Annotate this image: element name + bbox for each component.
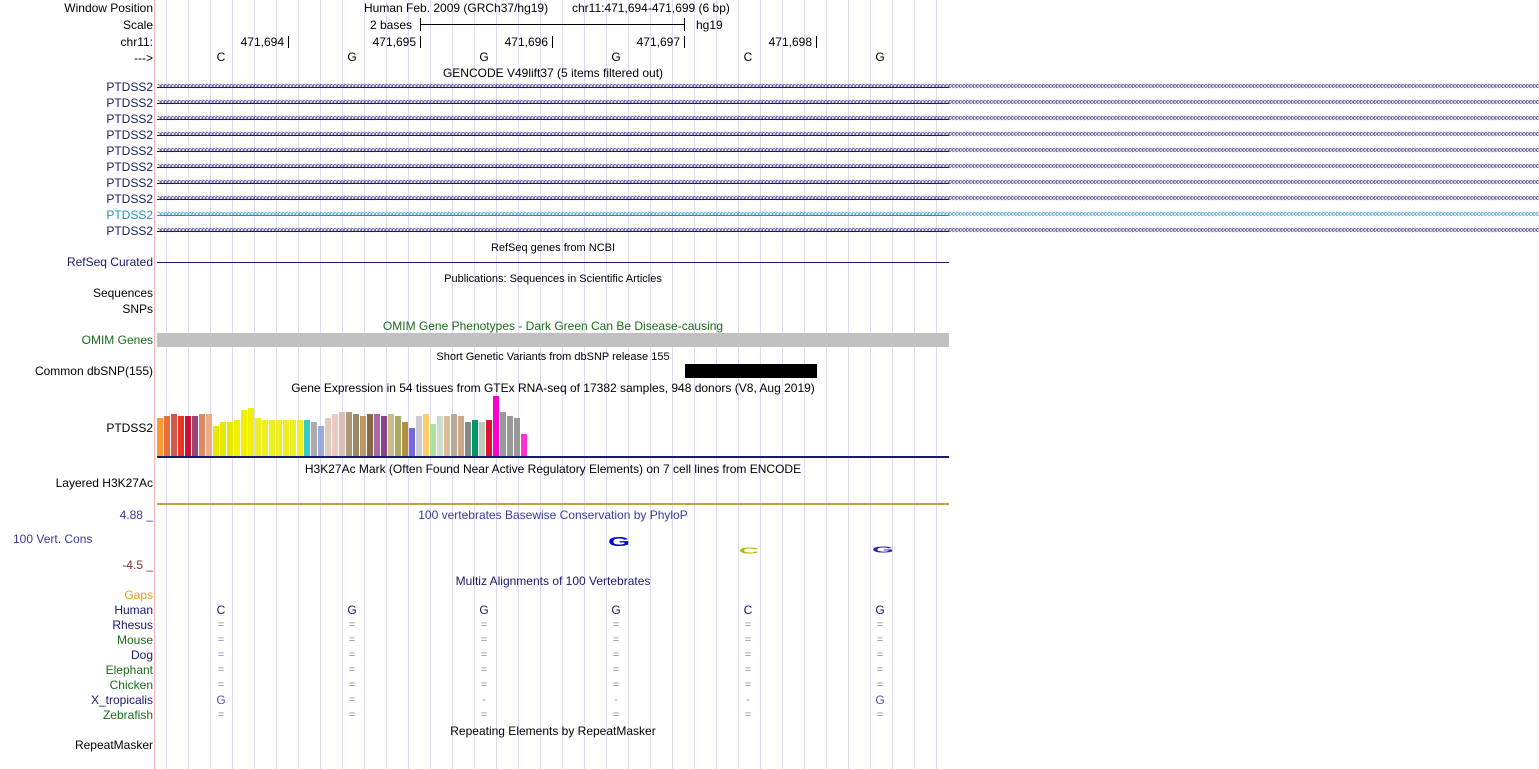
gtex-tissue-bar[interactable] <box>458 416 464 456</box>
species-label-dog[interactable]: Dog <box>130 648 153 662</box>
strand-arrows: >>>>>>>>>>>>>>>>>>>>>>>>>>>>>>>>>>>>>>>>>>>>>>>>>>>>>>>>>>>>>>>>>>>>>>>>>>>>>>>>>>>>>>>>>>>>>>>>>>>>>>>>>>>>>>>>>>>>>>>>>>>>>>>>>>>>>>>>>>>>>>>>>>>>>>>>>>>>>>>>>>>>>>>>>>>>>>>>>>>>>>>>>>>>>>>>>>>>>>>>>>>>>>>>>>>>>>>>>>>>>>>>>>>>>>>>>>>>>>>>>>>>>>>>>>>>>>>>>>>>>>>>>>>>>>>>>>>>>>>>>>>>>>>>>>>>>>>>>>>>>>>>>>>>>>>>>>>>>>>>>>>>>>>>>>>>>>>>>>>>>>>>>>>>>>>>>>>>>>>>>>>>>>>>>>>>>>>>>>>>>>>>>>>>>>>>>>>>>>>> <box>157 97 1539 107</box>
omim-genes-label[interactable]: OMIM Genes <box>81 333 153 347</box>
gtex-tissue-bar[interactable] <box>290 420 296 456</box>
gtex-tissue-bar[interactable] <box>262 420 268 456</box>
cons-track-title: 100 vertebrates Basewise Conservation by PhyloP <box>418 508 688 522</box>
gtex-tissue-bar[interactable] <box>325 418 331 456</box>
alignment-cell: = <box>348 634 356 646</box>
coordinate-tick <box>684 36 685 48</box>
gtex-tissue-bar[interactable] <box>381 416 387 456</box>
gencode-transcript-label[interactable]: PTDSS2 <box>106 160 153 174</box>
alignment-cell: = <box>876 664 884 676</box>
gtex-tissue-bar[interactable] <box>437 416 443 456</box>
base-letter: G <box>611 50 621 64</box>
species-label-x-tropicalis[interactable]: X_tropicalis <box>90 693 153 707</box>
gtex-tissue-bar[interactable] <box>199 414 205 456</box>
gtex-tissue-bar[interactable] <box>220 422 226 456</box>
alignment-cell: = <box>876 619 884 631</box>
gtex-tissue-bar[interactable] <box>255 418 261 456</box>
alignment-cell: = <box>744 649 752 661</box>
gencode-transcript-feature[interactable] <box>157 129 1539 141</box>
refseq-curated-label[interactable]: RefSeq Curated <box>66 255 153 269</box>
coordinate-tick <box>816 36 817 48</box>
dbsnp-variant-block[interactable] <box>685 364 817 378</box>
coordinate-label: 471,698 <box>768 35 812 49</box>
gtex-tissue-bar[interactable] <box>444 416 450 456</box>
species-label-elephant[interactable]: Elephant <box>105 663 153 677</box>
alignment-cell: = <box>217 709 225 721</box>
gtex-tissue-bar[interactable] <box>409 428 415 456</box>
gtex-tissue-bar[interactable] <box>367 414 373 456</box>
strand-arrows: >>>>>>>>>>>>>>>>>>>>>>>>>>>>>>>>>>>>>>>>>>>>>>>>>>>>>>>>>>>>>>>>>>>>>>>>>>>>>>>>>>>>>>>>>>>>>>>>>>>>>>>>>>>>>>>>>>>>>>>>>>>>>>>>>>>>>>>>>>>>>>>>>>>>>>>>>>>>>>>>>>>>>>>>>>>>>>>>>>>>>>>>>>>>>>>>>>>>>>>>>>>>>>>>>>>>>>>>>>>>>>>>>>>>>>>>>>>>>>>>>>>>>>>>>>>>>>>>>>>>>>>>>>>>>>>>>>>>>>>>>>>>>>>>>>>>>>>>>>>>>>>>>>>>>>>>>>>>>>>>>>>>>>>>>>>>>>>>>>>>>>>>>>>>>>>>>>>>>>>>>>>>>>>>>>>>>>>>>>>>>>>>>>>>>>>>>>>>>>>> <box>157 225 1539 235</box>
cons-logo-letter-2: C <box>738 546 760 556</box>
scale-label: Scale <box>122 18 153 32</box>
gtex-tissue-bar[interactable] <box>451 414 457 456</box>
alignment-cell: - <box>482 694 486 706</box>
alignment-cell: = <box>876 634 884 646</box>
cons-logo-letter-3: G <box>872 545 894 555</box>
multiz-track-title: Multiz Alignments of 100 Vertebrates <box>455 574 651 588</box>
chrom-label: chr11: <box>120 35 153 49</box>
species-label-human[interactable]: Human <box>114 603 153 617</box>
alignment-cell: = <box>348 694 356 706</box>
gtex-tissue-bar[interactable] <box>430 424 436 456</box>
alignment-cell: = <box>480 664 488 676</box>
omim-track-title: OMIM Gene Phenotypes - Dark Green Can Be Disease-causing <box>382 319 724 333</box>
gtex-track-title: Gene Expression in 54 tissues from GTEx RNA-seq of 17382 samples, 948 donors (V8, Aug 2019) <box>291 381 815 395</box>
alignment-cell: = <box>480 634 488 646</box>
alignment-cell: = <box>744 709 752 721</box>
gencode-transcript-feature[interactable] <box>157 97 1539 109</box>
alignment-cell: = <box>612 649 620 661</box>
alignment-cell: = <box>876 709 884 721</box>
alignment-cell: C <box>743 603 753 617</box>
gtex-tissue-bar[interactable] <box>402 422 408 456</box>
alignment-cell: = <box>612 679 620 691</box>
gencode-transcript-feature[interactable] <box>157 225 1539 237</box>
strand-arrows: >>>>>>>>>>>>>>>>>>>>>>>>>>>>>>>>>>>>>>>>>>>>>>>>>>>>>>>>>>>>>>>>>>>>>>>>>>>>>>>>>>>>>>>>>>>>>>>>>>>>>>>>>>>>>>>>>>>>>>>>>>>>>>>>>>>>>>>>>>>>>>>>>>>>>>>>>>>>>>>>>>>>>>>>>>>>>>>>>>>>>>>>>>>>>>>>>>>>>>>>>>>>>>>>>>>>>>>>>>>>>>>>>>>>>>>>>>>>>>>>>>>>>>>>>>>>>>>>>>>>>>>>>>>>>>>>>>>>>>>>>>>>>>>>>>>>>>>>>>>>>>>>>>>>>>>>>>>>>>>>>>>>>>>>>>>>>>>>>>>>>>>>>>>>>>>>>>>>>>>>>>>>>>>>>>>>>>>>>>>>>>>>>>>>>>>>>>>>>>>> <box>157 129 1539 139</box>
gtex-tissue-bar[interactable] <box>374 414 380 456</box>
alignment-cell: = <box>612 709 620 721</box>
alignment-cell: = <box>348 709 356 721</box>
base-letter: G <box>875 50 885 64</box>
gtex-tissue-bar[interactable] <box>311 422 317 456</box>
alignment-cell: = <box>744 619 752 631</box>
refseq-track-title: RefSeq genes from NCBI <box>490 242 616 254</box>
gtex-tissue-bar[interactable] <box>486 420 492 456</box>
cons-ymax-label: 4.88 _ <box>119 508 153 522</box>
gtex-tissue-bar[interactable] <box>472 420 478 456</box>
alignment-cell: = <box>480 709 488 721</box>
strand-label: ---> <box>134 51 153 65</box>
gtex-tissue-bar[interactable] <box>269 420 275 456</box>
gencode-transcript-feature[interactable] <box>157 177 1539 189</box>
alignment-cell: = <box>876 679 884 691</box>
gtex-tissue-bar[interactable] <box>241 410 247 456</box>
gtex-tissue-bar[interactable] <box>276 420 282 456</box>
alignment-cell: G <box>875 693 885 707</box>
gtex-tissue-bar[interactable] <box>521 434 527 456</box>
gtex-tissue-bar[interactable] <box>332 414 338 456</box>
gtex-tissue-bar[interactable] <box>360 416 366 456</box>
coordinate-label: 471,694 <box>240 35 284 49</box>
coordinate-tick <box>288 36 289 48</box>
gtex-tissue-bar[interactable] <box>192 416 198 456</box>
scale-bar-left-tick <box>420 18 421 31</box>
alignment-cell: G <box>611 603 621 617</box>
base-letter: C <box>743 50 753 64</box>
gencode-transcript-label[interactable]: PTDSS2 <box>106 96 153 110</box>
base-letter: C <box>216 50 226 64</box>
gencode-transcript-label[interactable]: PTDSS2 <box>106 112 153 126</box>
species-label-rhesus[interactable]: Rhesus <box>112 618 153 632</box>
gtex-tissue-bar[interactable] <box>304 420 310 456</box>
gencode-transcript-feature[interactable] <box>157 193 1539 205</box>
gtex-tissue-bar[interactable] <box>234 420 240 456</box>
cons-logo-letter-1: G <box>608 534 630 549</box>
gtex-tissue-bar[interactable] <box>318 426 324 456</box>
gtex-tissue-bar[interactable] <box>185 416 191 456</box>
gtex-tissue-bar[interactable] <box>465 422 471 456</box>
position-readout: chr11:471,694-471,699 (6 bp) <box>572 1 730 15</box>
gencode-transcript-label[interactable]: PTDSS2 <box>106 192 153 206</box>
alignment-cell: C <box>216 603 226 617</box>
scale-bar <box>420 24 685 25</box>
gtex-tissue-bar[interactable] <box>171 414 177 456</box>
layered-h3k27ac-label[interactable]: Layered H3K27Ac <box>55 476 153 490</box>
alignment-cell: = <box>744 634 752 646</box>
vert-cons-label[interactable]: 100 Vert. Cons <box>13 532 93 546</box>
strand-arrows: >>>>>>>>>>>>>>>>>>>>>>>>>>>>>>>>>>>>>>>>>>>>>>>>>>>>>>>>>>>>>>>>>>>>>>>>>>>>>>>>>>>>>>>>>>>>>>>>>>>>>>>>>>>>>>>>>>>>>>>>>>>>>>>>>>>>>>>>>>>>>>>>>>>>>>>>>>>>>>>>>>>>>>>>>>>>>>>>>>>>>>>>>>>>>>>>>>>>>>>>>>>>>>>>>>>>>>>>>>>>>>>>>>>>>>>>>>>>>>>>>>>>>>>>>>>>>>>>>>>>>>>>>>>>>>>>>>>>>>>>>>>>>>>>>>>>>>>>>>>>>>>>>>>>>>>>>>>>>>>>>>>>>>>>>>>>>>>>>>>>>>>>>>>>>>>>>>>>>>>>>>>>>>>>>>>>>>>>>>>>>>>>>>>>>>>>>>>>>>>> <box>157 81 1539 91</box>
repeatmasker-label[interactable]: RepeatMasker <box>74 738 153 752</box>
coordinate-tick <box>552 36 553 48</box>
alignment-cell: = <box>348 679 356 691</box>
scale-bar-right-tick <box>684 18 685 31</box>
alignment-cell: = <box>612 664 620 676</box>
alignment-cell: G <box>347 603 357 617</box>
alignment-cell: = <box>217 634 225 646</box>
alignment-cell: = <box>217 649 225 661</box>
gencode-transcript-feature[interactable] <box>157 81 1539 93</box>
gencode-transcript-label[interactable]: PTDSS2 <box>106 80 153 94</box>
alignment-cell: = <box>876 649 884 661</box>
gtex-tissue-bar[interactable] <box>178 416 184 456</box>
base-letter: G <box>479 50 489 64</box>
gtex-tissue-bar[interactable] <box>493 396 499 456</box>
gencode-transcript-label[interactable]: PTDSS2 <box>106 128 153 142</box>
gtex-tissue-bar[interactable] <box>157 418 163 456</box>
gtex-tissue-bar[interactable] <box>388 414 394 456</box>
gtex-tissue-bar[interactable] <box>283 420 289 456</box>
species-label-mouse[interactable]: Mouse <box>116 633 153 647</box>
assembly-title: Human Feb. 2009 (GRCh37/hg19) <box>364 1 549 15</box>
alignment-cell: = <box>480 679 488 691</box>
species-label-zebrafish[interactable]: Zebrafish <box>102 708 153 722</box>
gencode-transcript-feature[interactable] <box>157 145 1539 157</box>
gtex-tissue-bar[interactable] <box>514 418 520 456</box>
coordinate-label: 471,695 <box>372 35 416 49</box>
gtex-tissue-bar[interactable] <box>339 412 345 456</box>
alignment-cell: = <box>744 664 752 676</box>
cons-ymin-label: -4.5 _ <box>122 558 153 572</box>
gencode-track-title: GENCODE V49lift37 (5 items filtered out) <box>442 66 664 80</box>
gencode-transcript-label[interactable]: PTDSS2 <box>106 208 153 222</box>
gtex-tissue-bar[interactable] <box>346 412 352 456</box>
strand-arrows: >>>>>>>>>>>>>>>>>>>>>>>>>>>>>>>>>>>>>>>>>>>>>>>>>>>>>>>>>>>>>>>>>>>>>>>>>>>>>>>>>>>>>>>>>>>>>>>>>>>>>>>>>>>>>>>>>>>>>>>>>>>>>>>>>>>>>>>>>>>>>>>>>>>>>>>>>>>>>>>>>>>>>>>>>>>>>>>>>>>>>>>>>>>>>>>>>>>>>>>>>>>>>>>>>>>>>>>>>>>>>>>>>>>>>>>>>>>>>>>>>>>>>>>>>>>>>>>>>>>>>>>>>>>>>>>>>>>>>>>>>>>>>>>>>>>>>>>>>>>>>>>>>>>>>>>>>>>>>>>>>>>>>>>>>>>>>>>>>>>>>>>>>>>>>>>>>>>>>>>>>>>>>>>>>>>>>>>>>>>>>>>>>>>>>>>>>>>>>>>> <box>157 161 1539 171</box>
gtex-gene-label[interactable]: PTDSS2 <box>106 421 153 435</box>
alignment-cell: = <box>612 634 620 646</box>
gencode-transcript-label[interactable]: PTDSS2 <box>106 176 153 190</box>
alignment-cell: = <box>480 649 488 661</box>
gtex-tissue-bar[interactable] <box>353 414 359 456</box>
gtex-tissue-bar[interactable] <box>507 416 513 456</box>
gencode-transcript-feature[interactable] <box>157 113 1539 125</box>
gtex-tissue-bar[interactable] <box>206 414 212 456</box>
coordinate-label: 471,696 <box>504 35 548 49</box>
alignment-cell: = <box>348 649 356 661</box>
gtex-bar-chart[interactable] <box>157 394 557 456</box>
gtex-gene-model-line <box>157 456 949 458</box>
alignment-cell: = <box>217 679 225 691</box>
gtex-tissue-bar[interactable] <box>423 414 429 456</box>
alignment-cell: = <box>744 679 752 691</box>
gencode-transcript-label[interactable]: PTDSS2 <box>106 224 153 238</box>
strand-arrows: >>>>>>>>>>>>>>>>>>>>>>>>>>>>>>>>>>>>>>>>>>>>>>>>>>>>>>>>>>>>>>>>>>>>>>>>>>>>>>>>>>>>>>>>>>>>>>>>>>>>>>>>>>>>>>>>>>>>>>>>>>>>>>>>>>>>>>>>>>>>>>>>>>>>>>>>>>>>>>>>>>>>>>>>>>>>>>>>>>>>>>>>>>>>>>>>>>>>>>>>>>>>>>>>>>>>>>>>>>>>>>>>>>>>>>>>>>>>>>>>>>>>>>>>>>>>>>>>>>>>>>>>>>>>>>>>>>>>>>>>>>>>>>>>>>>>>>>>>>>>>>>>>>>>>>>>>>>>>>>>>>>>>>>>>>>>>>>>>>>>>>>>>>>>>>>>>>>>>>>>>>>>>>>>>>>>>>>>>>>>>>>>>>>>>>>>>>>>>>>> <box>157 113 1539 123</box>
repeatmasker-track-title: Repeating Elements by RepeatMasker <box>450 724 656 738</box>
scale-text: 2 bases <box>370 18 413 32</box>
alignment-cell: = <box>348 619 356 631</box>
gencode-transcript-label[interactable]: PTDSS2 <box>106 144 153 158</box>
snps-label[interactable]: SNPs <box>122 302 153 316</box>
alignment-cell: G <box>216 693 226 707</box>
h3k27ac-signal-line[interactable] <box>157 503 949 505</box>
alignment-cell: = <box>217 619 225 631</box>
gtex-tissue-bar[interactable] <box>164 416 170 456</box>
gtex-tissue-bar[interactable] <box>248 408 254 456</box>
strand-arrows: >>>>>>>>>>>>>>>>>>>>>>>>>>>>>>>>>>>>>>>>>>>>>>>>>>>>>>>>>>>>>>>>>>>>>>>>>>>>>>>>>>>>>>>>>>>>>>>>>>>>>>>>>>>>>>>>>>>>>>>>>>>>>>>>>>>>>>>>>>>>>>>>>>>>>>>>>>>>>>>>>>>>>>>>>>>>>>>>>>>>>>>>>>>>>>>>>>>>>>>>>>>>>>>>>>>>>>>>>>>>>>>>>>>>>>>>>>>>>>>>>>>>>>>>>>>>>>>>>>>>>>>>>>>>>>>>>>>>>>>>>>>>>>>>>>>>>>>>>>>>>>>>>>>>>>>>>>>>>>>>>>>>>>>>>>>>>>>>>>>>>>>>>>>>>>>>>>>>>>>>>>>>>>>>>>>>>>>>>>>>>>>>>>>>>>>>>>>>>>>> <box>157 177 1539 187</box>
alignment-cell: G <box>875 603 885 617</box>
alignment-cell: = <box>348 664 356 676</box>
coordinate-tick <box>420 36 421 48</box>
dbsnp-track-title: Short Genetic Variants from dbSNP release 155 <box>436 351 670 363</box>
gencode-transcript-feature[interactable] <box>157 161 1539 173</box>
species-label-chicken[interactable]: Chicken <box>109 678 153 692</box>
gtex-tissue-bar[interactable] <box>479 422 485 456</box>
sequences-label[interactable]: Sequences <box>92 286 153 300</box>
base-letter: G <box>347 50 357 64</box>
coordinate-label: 471,697 <box>636 35 680 49</box>
gtex-tissue-bar[interactable] <box>227 422 233 456</box>
gtex-tissue-bar[interactable] <box>213 426 219 456</box>
gaps-label[interactable]: Gaps <box>124 588 153 602</box>
omim-gene-bar[interactable] <box>157 333 949 347</box>
gtex-tissue-bar[interactable] <box>395 416 401 456</box>
alignment-cell: = <box>480 619 488 631</box>
scale-db: hg19 <box>696 18 723 32</box>
strand-arrows: >>>>>>>>>>>>>>>>>>>>>>>>>>>>>>>>>>>>>>>>>>>>>>>>>>>>>>>>>>>>>>>>>>>>>>>>>>>>>>>>>>>>>>>>>>>>>>>>>>>>>>>>>>>>>>>>>>>>>>>>>>>>>>>>>>>>>>>>>>>>>>>>>>>>>>>>>>>>>>>>>>>>>>>>>>>>>>>>>>>>>>>>>>>>>>>>>>>>>>>>>>>>>>>>>>>>>>>>>>>>>>>>>>>>>>>>>>>>>>>>>>>>>>>>>>>>>>>>>>>>>>>>>>>>>>>>>>>>>>>>>>>>>>>>>>>>>>>>>>>>>>>>>>>>>>>>>>>>>>>>>>>>>>>>>>>>>>>>>>>>>>>>>>>>>>>>>>>>>>>>>>>>>>>>>>>>>>>>>>>>>>>>>>>>>>>>>>>>>>>> <box>157 145 1539 155</box>
gtex-tissue-bar[interactable] <box>297 420 303 456</box>
alignment-cell: - <box>614 694 618 706</box>
refseq-gene-line[interactable] <box>157 262 949 263</box>
gtex-tissue-bar[interactable] <box>416 416 422 456</box>
alignment-cell: = <box>217 664 225 676</box>
gtex-tissue-bar[interactable] <box>500 412 506 456</box>
label-divider <box>154 0 155 769</box>
h3k27ac-track-title: H3K27Ac Mark (Often Found Near Active Regulatory Elements) on 7 cell lines from ENCODE <box>304 462 802 476</box>
alignment-cell: G <box>479 603 489 617</box>
gencode-transcript-feature[interactable] <box>157 209 1539 221</box>
publications-track-title: Publications: Sequences in Scientific Articles <box>444 273 662 285</box>
strand-arrows: >>>>>>>>>>>>>>>>>>>>>>>>>>>>>>>>>>>>>>>>>>>>>>>>>>>>>>>>>>>>>>>>>>>>>>>>>>>>>>>>>>>>>>>>>>>>>>>>>>>>>>>>>>>>>>>>>>>>>>>>>>>>>>>>>>>>>>>>>>>>>>>>>>>>>>>>>>>>>>>>>>>>>>>>>>>>>>>>>>>>>>>>>>>>>>>>>>>>>>>>>>>>>>>>>>>>>>>>>>>>>>>>>>>>>>>>>>>>>>>>>>>>>>>>>>>>>>>>>>>>>>>>>>>>>>>>>>>>>>>>>>>>>>>>>>>>>>>>>>>>>>>>>>>>>>>>>>>>>>>>>>>>>>>>>>>>>>>>>>>>>>>>>>>>>>>>>>>>>>>>>>>>>>>>>>>>>>>>>>>>>>>>>>>>>>>>>>>>>>>> <box>157 209 1539 219</box>
alignment-cell: - <box>746 694 750 706</box>
alignment-cell: = <box>612 619 620 631</box>
window-position-label: Window Position <box>64 1 153 15</box>
strand-arrows: >>>>>>>>>>>>>>>>>>>>>>>>>>>>>>>>>>>>>>>>>>>>>>>>>>>>>>>>>>>>>>>>>>>>>>>>>>>>>>>>>>>>>>>>>>>>>>>>>>>>>>>>>>>>>>>>>>>>>>>>>>>>>>>>>>>>>>>>>>>>>>>>>>>>>>>>>>>>>>>>>>>>>>>>>>>>>>>>>>>>>>>>>>>>>>>>>>>>>>>>>>>>>>>>>>>>>>>>>>>>>>>>>>>>>>>>>>>>>>>>>>>>>>>>>>>>>>>>>>>>>>>>>>>>>>>>>>>>>>>>>>>>>>>>>>>>>>>>>>>>>>>>>>>>>>>>>>>>>>>>>>>>>>>>>>>>>>>>>>>>>>>>>>>>>>>>>>>>>>>>>>>>>>>>>>>>>>>>>>>>>>>>>>>>>>>>>>>>>>>> <box>157 193 1539 203</box>
common-dbsnp-label[interactable]: Common dbSNP(155) <box>34 364 153 378</box>
